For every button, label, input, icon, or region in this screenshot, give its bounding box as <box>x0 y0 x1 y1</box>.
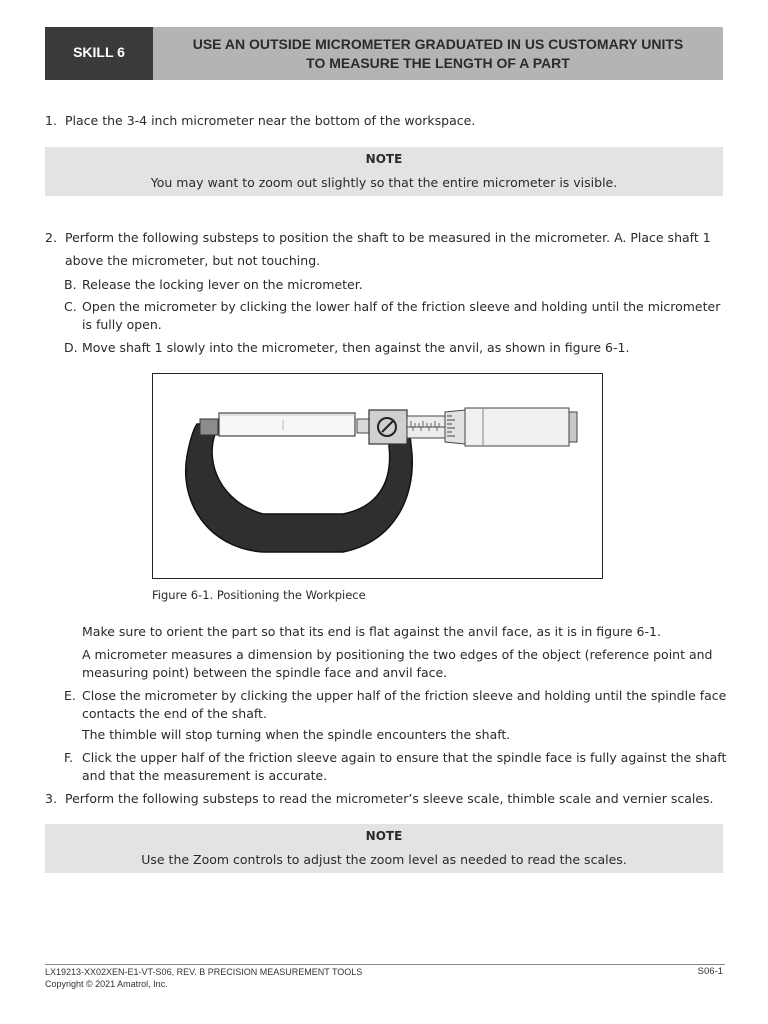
note-2-heading: NOTE <box>365 829 403 843</box>
substep-e-letter: E. <box>64 688 76 703</box>
footer-divider <box>45 964 725 965</box>
substep-b-letter: B. <box>64 277 77 292</box>
footer-copyright: Copyright © 2021 Amatrol, Inc. <box>45 979 168 989</box>
substep-e-text-line2: contacts the end of the shaft. <box>82 706 267 721</box>
substep-d-text: Move shaft 1 slowly into the micrometer, then against the anvil, as shown in figure 6-1. <box>82 340 630 355</box>
step-1-number: 1. <box>45 113 57 128</box>
substep-d-letter: D. <box>64 340 78 355</box>
paragraph-thimble-stop: The thimble will stop turning when the spindle encounters the shaft. <box>82 727 511 742</box>
micrometer-illustration <box>153 374 601 577</box>
thimble-barrel <box>465 408 569 446</box>
note-2-text: Use the Zoom controls to adjust the zoom level as needed to read the scales. <box>141 852 627 867</box>
step-2-number: 2. <box>45 230 57 245</box>
substep-f-text-line2: and that the measurement is accurate. <box>82 768 328 783</box>
figure-6-1 <box>152 373 603 579</box>
paragraph-orient-part: Make sure to orient the part so that its end is flat against the anvil face, as it is in figure 6-1. <box>82 624 661 639</box>
substep-c-text-line2: is fully open. <box>82 317 162 332</box>
footer-left <box>45 966 362 990</box>
skill-title-line1: USE AN OUTSIDE MICROMETER GRADUATED IN US CUSTOMARY UNITS <box>192 35 684 52</box>
skill-title-line2: TO MEASURE THE LENGTH OF A PART <box>306 54 570 71</box>
note-box-2 <box>45 824 723 873</box>
substep-f-letter: F. <box>64 750 74 765</box>
skill-header <box>45 27 723 80</box>
skill-label: SKILL 6 <box>45 27 153 80</box>
note-1-heading: NOTE <box>365 152 403 166</box>
substep-f-text-line1: Click the upper half of the friction sleeve again to ensure that the spindle face is fully against the shaft <box>82 750 727 765</box>
substep-e-text-line1: Close the micrometer by clicking the upper half of the friction sleeve and holding until the spindle face <box>82 688 727 703</box>
substep-c-text-line1: Open the micrometer by clicking the lower half of the friction sleeve and holding until the micrometer <box>82 299 721 314</box>
anvil <box>200 419 218 435</box>
thimble <box>445 410 465 444</box>
footer-doc-id: LX19213-XX02XEN-E1-VT-S06, REV. B PRECISION MEASUREMENT TOOLS <box>45 967 363 977</box>
step-1-text: Place the 3-4 inch micrometer near the bottom of the workspace. <box>65 113 476 128</box>
step-2-text-line2: above the micrometer, but not touching. <box>65 253 321 268</box>
note-box-1 <box>45 147 723 196</box>
paragraph-micrometer-line2: measuring point) between the spindle face and anvil face. <box>82 665 448 680</box>
shaft-1 <box>219 413 355 436</box>
footer-page-number: S06-1 <box>697 966 723 977</box>
friction-sleeve <box>569 412 577 442</box>
paragraph-micrometer-line1: A micrometer measures a dimension by positioning the two edges of the object (reference point and <box>82 647 713 662</box>
step-3-number: 3. <box>45 791 57 806</box>
substep-b-text: Release the locking lever on the micrometer. <box>82 277 363 292</box>
step-3-text: Perform the following substeps to read the micrometer’s sleeve scale, thimble scale and vernier scales. <box>65 791 714 806</box>
step-2-text-line1: Perform the following substeps to position the shaft to be measured in the micrometer. A. Place shaft 1 <box>65 230 711 245</box>
skill-title <box>153 27 723 80</box>
note-1-text: You may want to zoom out slightly so that the entire micrometer is visible. <box>150 175 618 190</box>
substep-c-letter: C. <box>64 299 77 314</box>
figure-caption: Figure 6-1. Positioning the Workpiece <box>152 588 366 602</box>
